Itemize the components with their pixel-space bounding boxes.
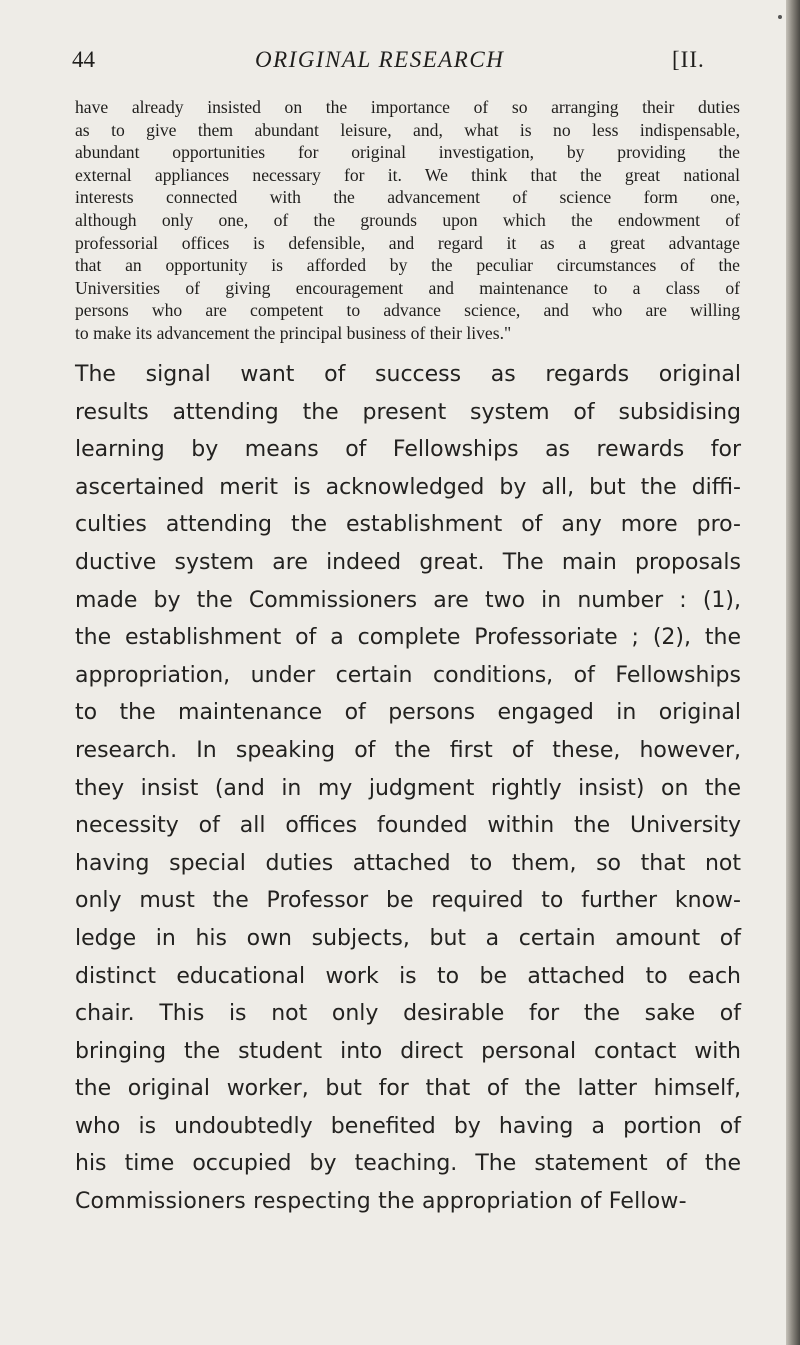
quoted-passage <box>75 96 740 345</box>
body-line: the original worker, but for that of the latter himself, <box>75 1076 741 1102</box>
quote-line: professorial offices is defensible, and regard it as a great advantage <box>75 232 740 253</box>
body-line: his time occupied by teaching. The statement of the <box>75 1151 741 1177</box>
quote-line: persons who are competent to advance science, and who are willing <box>75 300 740 321</box>
body-paragraph <box>75 356 741 1221</box>
body-line: ductive system are indeed great. The main proposals <box>75 549 741 575</box>
body-line: The signal want of success as regards original <box>75 362 741 387</box>
body-line: ledge in his own subjects, but a certain amount of <box>75 925 741 951</box>
page-number: 44 <box>72 47 95 72</box>
quote-line: although only one, of the grounds upon which the endowment of <box>75 209 740 230</box>
body-line: distinct educational work is to be attached to each <box>75 963 741 989</box>
body-line: necessity of all offices founded within the University <box>75 813 741 839</box>
body-line: Commissioners respecting the appropriation of Fellow- <box>75 1189 687 1215</box>
quote-line: that an opportunity is afforded by the peculiar circumstances of the <box>75 255 740 276</box>
quote-line: abundant opportunities for original investigation, by providing the <box>75 142 740 163</box>
quote-line: as to give them abundant leisure, and, what is no less indispensable, <box>75 119 740 140</box>
quote-line: Universities of giving encouragement and maintenance to a class of <box>75 277 740 298</box>
running-title: ORIGINAL RESEARCH <box>255 47 505 72</box>
body-line: ascertained merit is acknowledged by all, but the diffi- <box>75 474 741 500</box>
body-line: learning by means of Fellowships as rewards for <box>75 437 741 463</box>
body-line: made by the Commissioners are two in number : (1), <box>75 587 741 613</box>
page-speck <box>778 15 782 19</box>
body-line: the establishment of a complete Professoriate ; (2), the <box>75 625 741 651</box>
body-line: only must the Professor be required to further know- <box>75 888 741 914</box>
quote-line: external appliances necessary for it. We think that the great national <box>75 164 740 185</box>
body-line: culties attending the establishment of any more pro- <box>75 512 741 538</box>
body-line: to the maintenance of persons engaged in original <box>75 700 741 726</box>
page-binding-edge <box>786 0 800 1345</box>
quote-line: interests connected with the advancement of science form one, <box>75 187 740 208</box>
quote-line: have already insisted on the importance of so arranging their duties <box>75 97 740 117</box>
body-line: research. In speaking of the first of these, however, <box>75 737 741 763</box>
quote-line: to make its advancement the principal business of their lives." <box>75 322 512 343</box>
section-marker: [II. <box>672 47 705 72</box>
body-line: results attending the present system of subsidising <box>75 399 741 425</box>
body-line: appropriation, under certain conditions, of Fellowships <box>75 662 741 688</box>
body-line: they insist (and in my judgment rightly insist) on the <box>75 775 741 801</box>
body-line: who is undoubtedly benefited by having a portion of <box>75 1113 741 1139</box>
running-head <box>72 47 746 83</box>
body-line: bringing the student into direct personal contact with <box>75 1038 741 1064</box>
body-line: having special duties attached to them, so that not <box>75 850 741 876</box>
body-line: chair. This is not only desirable for the sake of <box>75 1001 741 1027</box>
